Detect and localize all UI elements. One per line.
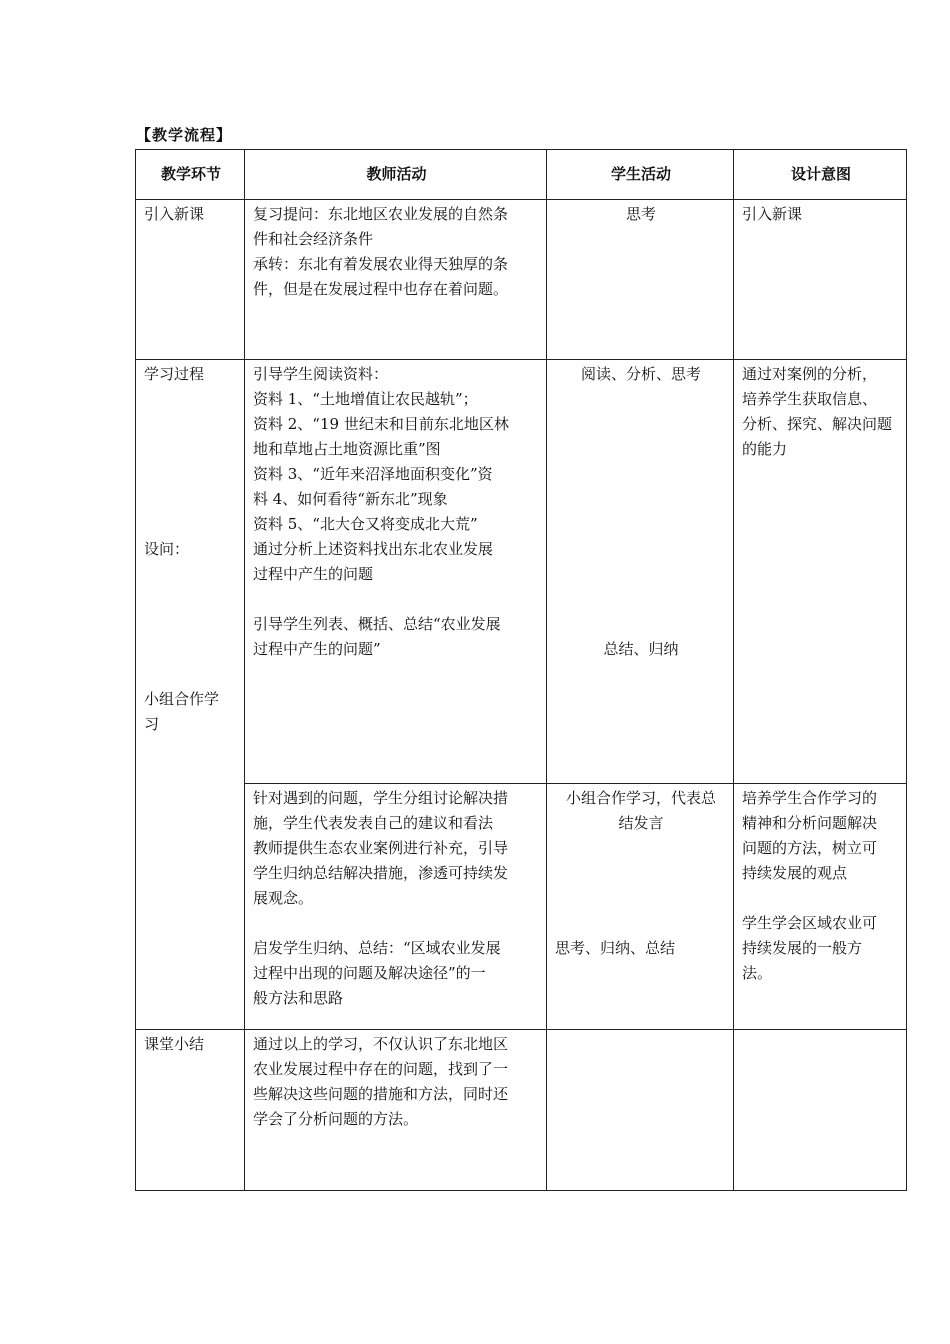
text-line: 通过分析上述资料找出东北农业发展 (253, 540, 494, 558)
teacher-activity-cell (245, 1030, 547, 1191)
text-line: 通过以上的学习，不仅认识了东北地区 (253, 1035, 509, 1053)
stage-cell (136, 360, 245, 1030)
text-line: 教师提供生态农业案例进行补充，引导 (253, 839, 509, 857)
stage-label: 引入新课 (144, 205, 205, 223)
stage-label: 习 (144, 715, 160, 733)
text-line: 法。 (742, 964, 773, 982)
text-line: 问题的方法，树立可 (742, 839, 878, 857)
teacher-activity-cell (245, 200, 547, 360)
text-line: 承转：东北有着发展农业得天独厚的条 (253, 255, 509, 273)
header-teacher-activity: 教师活动 (245, 150, 547, 200)
student-activity-text: 思考、归纳、总结 (555, 939, 676, 957)
text-line: 地和草地占土地资源比重”图 (253, 440, 441, 458)
design-intent-cell (734, 360, 907, 784)
section-title: 【教学流程】 (136, 126, 233, 144)
text-line: 精神和分析问题解决 (742, 814, 878, 832)
text-line: 资料 5、“北大仓又将变成北大荒” (253, 515, 478, 533)
text-line: 资料 3、“近年来沼泽地面积变化”资 (253, 465, 493, 483)
table-row (136, 200, 907, 360)
stage-label: 课堂小结 (144, 1035, 205, 1053)
design-intent-cell (734, 1030, 907, 1191)
text-line: 持续发展的观点 (742, 864, 848, 882)
text-line: 培养学生获取信息、 (742, 390, 878, 408)
text-line: 过程中出现的问题及解决途径”的一 (253, 964, 486, 982)
student-activity-cell (547, 360, 734, 784)
text-line: 件和社会经济条件 (253, 230, 374, 248)
text-line: 学生归纳总结解决措施，渗透可持续发 (253, 864, 509, 882)
text-line: 引导学生阅读资料： (253, 365, 389, 383)
text-line: 施，学生代表发表自己的建议和看法 (253, 814, 494, 832)
student-activity-cell (547, 200, 734, 360)
text-line: 资料 1、“土地增值让农民越轨”； (253, 390, 478, 408)
text-line: 学生学会区域农业可 (742, 914, 878, 932)
text-line: 资料 2、“19 世纪末和目前东北地区林 (253, 415, 509, 433)
student-activity-text: 总结、归纳 (603, 640, 679, 658)
text-line: 般方法和思路 (253, 989, 344, 1007)
stage-label: 小组合作学 (144, 690, 220, 708)
text-line: 通过对案例的分析， (742, 365, 878, 383)
student-activity-text: 阅读、分析、思考 (580, 365, 701, 383)
teacher-activity-cell (245, 784, 547, 1030)
text-line: 针对遇到的问题，学生分组讨论解决措 (253, 789, 509, 807)
text-line: 小组合作学习，代表总 (565, 789, 716, 807)
teaching-flow-table (135, 149, 907, 1191)
student-activity-cell (547, 784, 734, 1030)
table-row (136, 784, 907, 1030)
text-line: 件，但是在发展过程中也存在着问题。 (253, 280, 509, 298)
stage-label: 学习过程 (144, 365, 205, 383)
stage-cell (136, 200, 245, 360)
table-row (136, 1030, 907, 1191)
text-line: 农业发展过程中存在的问题，找到了一 (253, 1060, 509, 1078)
student-activity-cell (547, 1030, 734, 1191)
text-line: 料 4、如何看待“新东北”现象 (253, 490, 448, 508)
text-line: 复习提问：东北地区农业发展的自然条 (253, 205, 509, 223)
text-line: 持续发展的一般方 (742, 939, 863, 957)
text-line: 培养学生合作学习的 (742, 789, 878, 807)
text-line: 启发学生归纳、总结：“区域农业发展 (253, 939, 501, 957)
header-student-activity: 学生活动 (547, 150, 734, 200)
text-line: 分析、探究、解决问题 (742, 415, 893, 433)
teacher-activity-cell (245, 360, 547, 784)
text-line: 的能力 (742, 440, 788, 458)
header-design-intent: 设计意图 (734, 150, 907, 200)
text-line: 结发言 (618, 814, 664, 832)
text-line: 些解决这些问题的措施和方法，同时还 (253, 1085, 509, 1103)
text-line: 过程中产生的问题 (253, 565, 374, 583)
text-line: 引导学生列表、概括、总结“农业发展 (253, 615, 501, 633)
design-intent-cell (734, 784, 907, 1030)
stage-label: 设问： (144, 540, 190, 558)
stage-cell (136, 1030, 245, 1191)
text-line: 展观念。 (253, 889, 314, 907)
header-stage: 教学环节 (136, 150, 245, 200)
text-line: 过程中产生的问题” (253, 640, 381, 658)
table-header-row (136, 150, 907, 200)
table-row (136, 360, 907, 784)
design-intent-text: 引入新课 (742, 205, 803, 223)
student-activity-text: 思考 (625, 205, 656, 223)
design-intent-cell (734, 200, 907, 360)
text-line: 学会了分析问题的方法。 (253, 1110, 419, 1128)
